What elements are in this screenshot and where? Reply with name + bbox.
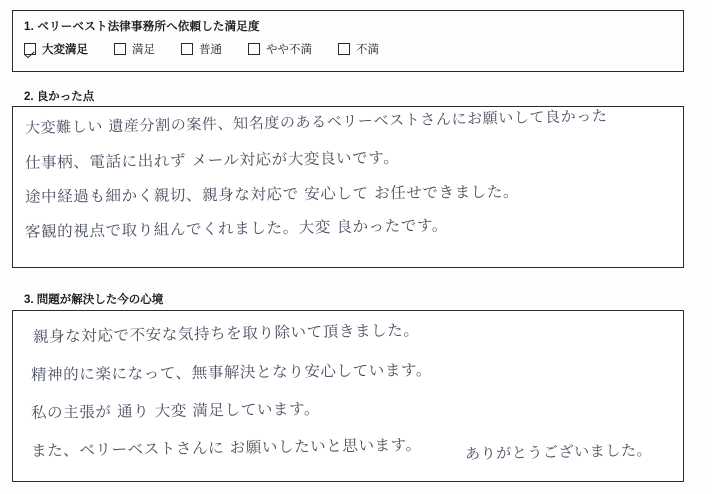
handwritten-line: また、ベリーベストさんに お願いしたいと思います。 [30, 435, 422, 460]
satisfaction-option-very-satisfied[interactable] [24, 41, 88, 57]
satisfaction-option-dissatisfied[interactable] [338, 41, 379, 57]
handwritten-line: 途中経過も細かく親切、親身な対応で 安心して お任せできました。 [24, 182, 520, 206]
handwritten-line: 仕事柄、電話に出れず メール対応が大変良いです。 [24, 148, 400, 172]
current-feelings-number: 3. [24, 294, 34, 306]
satisfaction-question-text: ベリーベスト法律事務所へ依頼した満足度 [37, 21, 260, 33]
satisfaction-option-neutral[interactable] [181, 41, 222, 57]
good-points-handwriting [13, 107, 683, 267]
good-points-title: 良かった点 [36, 91, 95, 103]
good-points-heading [24, 88, 94, 104]
satisfaction-option-label: 満足 [132, 44, 155, 56]
current-feelings-handwriting [13, 311, 683, 481]
satisfaction-question-title [24, 18, 260, 34]
checkbox-icon[interactable] [181, 43, 193, 55]
satisfaction-options [24, 41, 405, 57]
satisfaction-option-label: 普通 [199, 44, 222, 56]
good-points-number: 2. [24, 91, 34, 103]
handwritten-line: 精神的に楽になって、無事解決となり安心しています。 [30, 361, 433, 384]
handwritten-line: 私の主張が 通り 大変 満足しています。 [30, 399, 321, 422]
checkbox-icon[interactable] [114, 43, 126, 55]
checkbox-icon[interactable] [248, 43, 260, 55]
current-feelings-title: 問題が解決した今の心境 [36, 294, 164, 306]
handwritten-line: 客観的視点で取り組んでくれました。大変 良かったです。 [24, 216, 448, 241]
current-feelings-answer-box [12, 310, 684, 482]
satisfaction-option-label: やや不満 [266, 44, 312, 56]
good-points-answer-box [12, 106, 684, 268]
satisfaction-question-number: 1. [24, 21, 34, 33]
handwritten-closing: ありがとうございました。 [464, 441, 653, 463]
satisfaction-option-satisfied[interactable] [114, 41, 155, 57]
handwritten-line: 大変難しい 遺産分割の案件、知名度のあるベリーベストさんにお願いして良かった [24, 106, 608, 137]
satisfaction-option-slightly-dissatisfied[interactable] [248, 41, 312, 57]
satisfaction-option-label: 不満 [356, 44, 379, 56]
checkbox-icon[interactable] [338, 43, 350, 55]
current-feelings-heading [24, 291, 163, 307]
checkbox-checked-icon[interactable] [24, 43, 36, 55]
handwritten-line: 親身な対応で不安な気持ちを取り除いて頂きました。 [32, 321, 420, 346]
satisfaction-option-label: 大変満足 [42, 44, 88, 56]
